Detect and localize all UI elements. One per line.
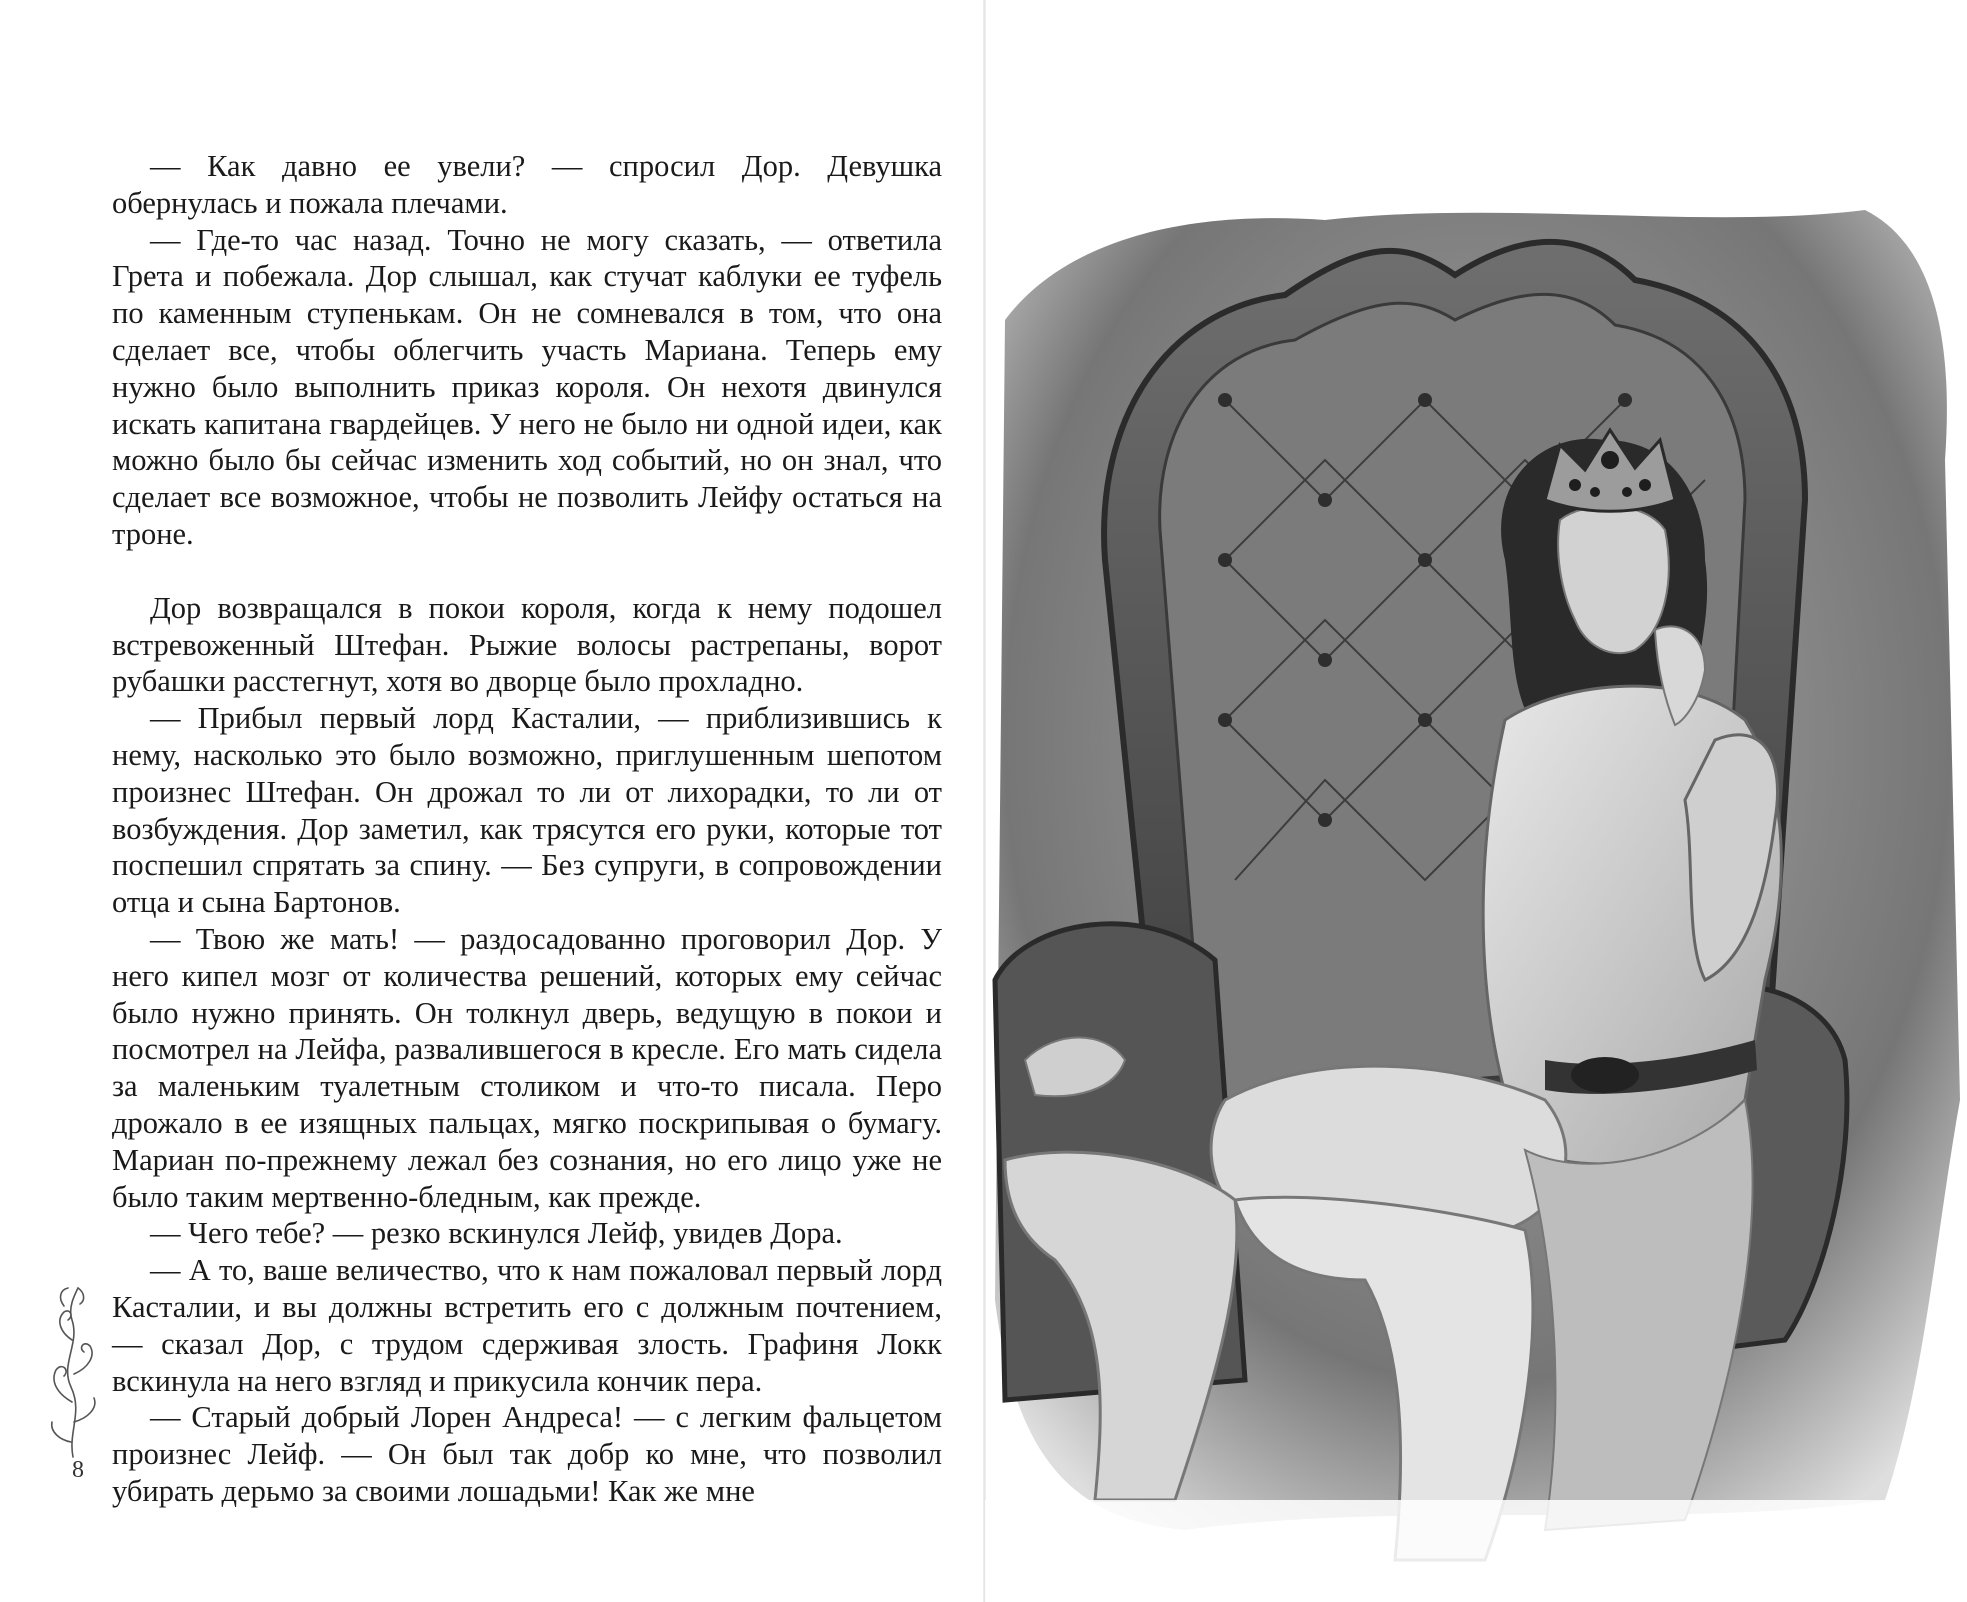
floral-ornament-icon	[38, 1282, 108, 1462]
paragraph-2: — Где-то час назад. Точно не могу сказать, — ответила Грета и побежала. Дор слышал, как стучат каблуки ее туфель по каменным ступенькам. Он не сомневался в том, что она сделает все, чтобы облегчить участь Мариана. Теперь ему нужно было выполнить приказ короля. Он нехотя двинулся искать капитана гвардейцев. У него не было ни одной идеи, как можно было бы сейчас изменить ход событий, но он знал, что сделает все возможное, чтобы не позволить Лейфу остаться на троне.	[112, 222, 942, 551]
paragraph-8: — Старый добрый Лорен Андреса! — с легким фальцетом произнес Лейф. — Он был так добр ко мне, что позволил убирать дерьмо за своими лошадьми! Как же мне	[112, 1400, 942, 1508]
paragraph-3: Дор возвращался в покои короля, когда к нему подошел встревоженный Штефан. Рыжие волосы растрепаны, ворот рубашки расстегнут, хотя во дворце было прохладно.	[112, 590, 942, 699]
paragraph-1: — Как давно ее увели? — спросил Дор. Девушка обернулась и пожала плечами.	[112, 149, 942, 220]
paragraph-5: — Твою же мать! — раздосадованно проговорил Дор. У него кипел мозг от количества решений, которых ему сейчас было нужно принять. Он толкнул дверь, ведущую в покои и посмотрел на Лейфа, развалившегося в кресле. Его мать сидела за маленьким туалетным столиком и что-то писала. Перо дрожало в ее изящных пальцах, мягко поскрипывая о бумагу. Мариан по-прежнему лежал без сознания, но его лицо уже не было таким мертвенно-бледным, как прежде.	[112, 921, 942, 1214]
page-number: 8	[72, 1457, 84, 1483]
body-text	[112, 148, 942, 1510]
paragraph-7: — А то, ваше величество, что к нам пожаловал первый лорд Касталии, и вы должны встретить его с должным почтением, — сказал Дор, с трудом сдерживая злость. Графиня Локк вскинула на него взгляд и прикусила кончик пера.	[112, 1253, 942, 1398]
king-on-throne-illustration	[985, 200, 1967, 1602]
paragraph-6: — Чего тебе? — резко вскинулся Лейф, увидев Дора.	[150, 1216, 843, 1251]
paragraph-4: — Прибыл первый лорд Касталии, — приблизившись к нему, насколько это было возможно, приглушенным шепотом произнес Штефан. Он дрожал то ли от лихорадки, то ли от возбуждения. Дор заметил, как трясутся его руки, которые тот поспешил спрятать за спину. — Без супруги, в сопровождении отца и сына Бартонов.	[112, 701, 942, 920]
